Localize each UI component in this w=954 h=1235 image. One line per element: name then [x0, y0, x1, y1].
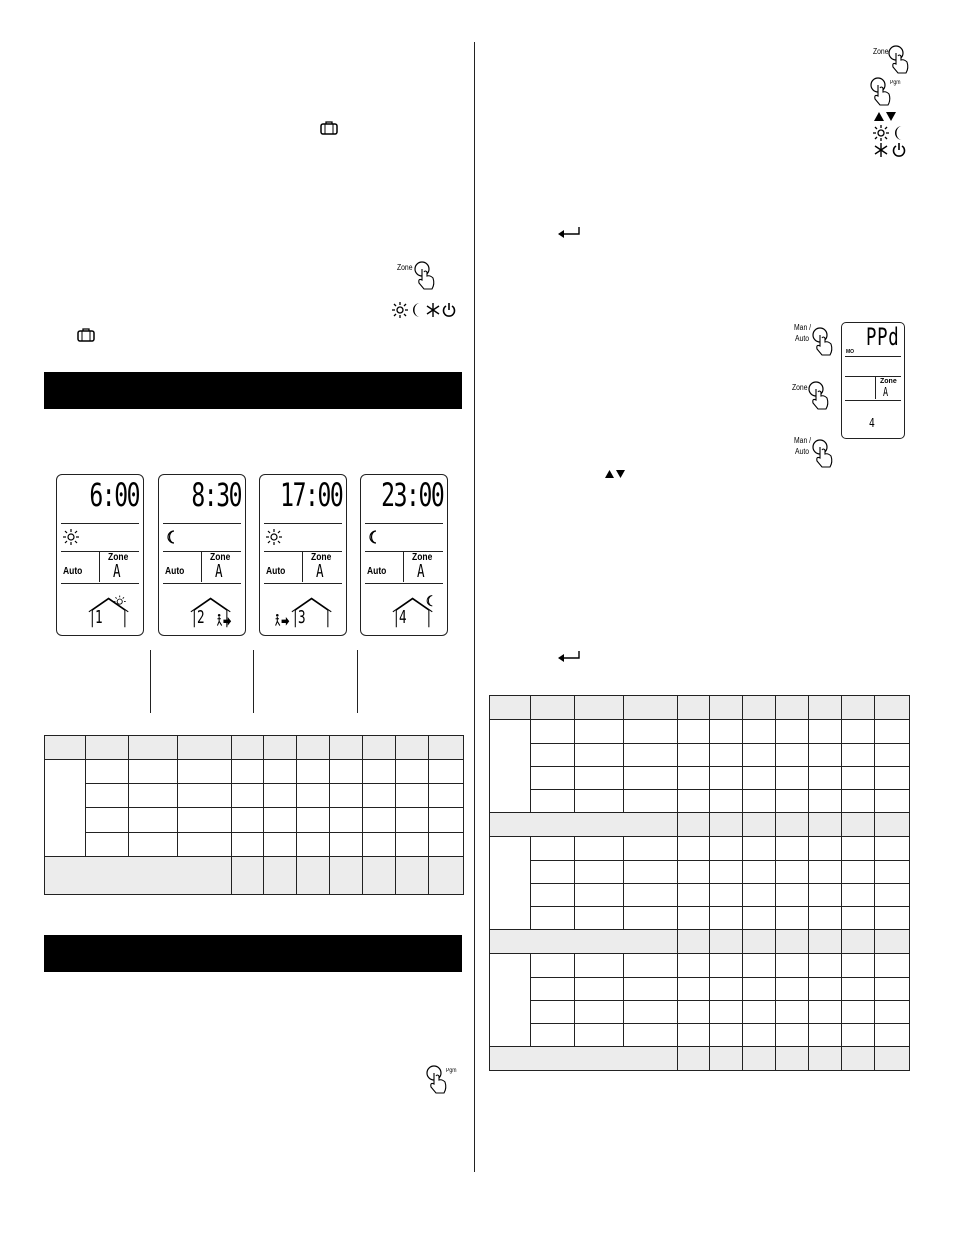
lcd-zone: A: [215, 561, 223, 582]
lcd-mode: Auto: [266, 566, 286, 577]
man-auto-label: Auto: [795, 447, 809, 456]
lcd-mode: Auto: [165, 566, 185, 577]
schedule-table-weekly: [489, 695, 910, 1071]
column-divider: [474, 42, 475, 1172]
period-number: 2: [197, 607, 205, 628]
pgm-button-label: Pgm: [890, 80, 901, 86]
ppd-zone-label: Zone: [880, 378, 897, 385]
lcd-zone: A: [417, 561, 425, 582]
lcd-mode: Auto: [63, 566, 83, 577]
lcd-mode: Auto: [367, 566, 387, 577]
suitcase-icon: [320, 121, 338, 135]
lcd-time: 6:00: [89, 476, 139, 514]
lcd-zone-label: Zone: [210, 552, 231, 563]
suitcase-icon: [77, 328, 95, 342]
period-number: 3: [298, 607, 306, 628]
up-down-arrows-icon: [604, 468, 626, 479]
zone-button-label: Zone: [397, 263, 413, 272]
moon-icon: [892, 125, 906, 141]
power-icon: [442, 302, 456, 318]
moon-icon: [165, 529, 181, 545]
section-header-bar: [44, 372, 462, 409]
man-auto-label: Auto: [795, 334, 809, 343]
pgm-button-icon[interactable]: [424, 1064, 452, 1094]
section-header-bar: [44, 935, 462, 972]
lcd-screen: [259, 474, 347, 636]
sun-icon: [266, 529, 282, 545]
zone-button-icon[interactable]: [410, 260, 438, 290]
zone-button-icon[interactable]: [804, 380, 832, 410]
ppd-zone: A: [883, 385, 889, 399]
zone-button-icon[interactable]: [884, 44, 912, 74]
snowflake-icon: [425, 302, 441, 318]
lcd-screen: [360, 474, 448, 636]
zone-button-label: Zone: [792, 383, 808, 392]
sun-icon: [873, 125, 889, 141]
lcd-time: 17:00: [279, 476, 342, 514]
ppd-day: MO: [846, 349, 855, 355]
enter-arrow-icon: [557, 650, 581, 664]
lcd-zone-label: Zone: [108, 552, 129, 563]
up-down-arrows-icon: [873, 110, 897, 122]
snowflake-icon: [873, 142, 889, 158]
man-auto-label: Man /: [794, 323, 812, 332]
connector-line: [150, 650, 151, 713]
schedule-table: [44, 735, 464, 895]
connector-line: [357, 650, 358, 713]
moon-icon: [410, 302, 424, 318]
zone-button-label: Zone: [873, 47, 889, 56]
enter-arrow-icon: [557, 226, 581, 240]
ppd-code: PPd: [865, 323, 899, 351]
period-number: 4: [399, 607, 407, 628]
lcd-screen: [56, 474, 144, 636]
moon-icon: [367, 529, 383, 545]
connector-line: [253, 650, 254, 713]
man-auto-label: Man /: [794, 436, 812, 445]
lcd-zone-label: Zone: [412, 552, 433, 563]
ppd-lcd-display: [841, 322, 905, 439]
man-auto-button-icon[interactable]: [810, 438, 838, 468]
lcd-screen: [158, 474, 246, 636]
lcd-zone: A: [113, 561, 121, 582]
lcd-time: 8:30: [191, 476, 241, 514]
lcd-zone-label: Zone: [311, 552, 332, 563]
power-icon: [892, 142, 906, 158]
pgm-button-icon[interactable]: [868, 76, 896, 106]
lcd-time: 23:00: [380, 476, 443, 514]
ppd-period: 4: [869, 416, 875, 430]
pgm-button-label: Pgm: [446, 1068, 457, 1074]
man-auto-button-icon[interactable]: [810, 326, 838, 356]
sun-icon: [392, 302, 408, 318]
lcd-zone: A: [316, 561, 324, 582]
period-number: 1: [95, 607, 103, 628]
sun-icon: [63, 529, 79, 545]
